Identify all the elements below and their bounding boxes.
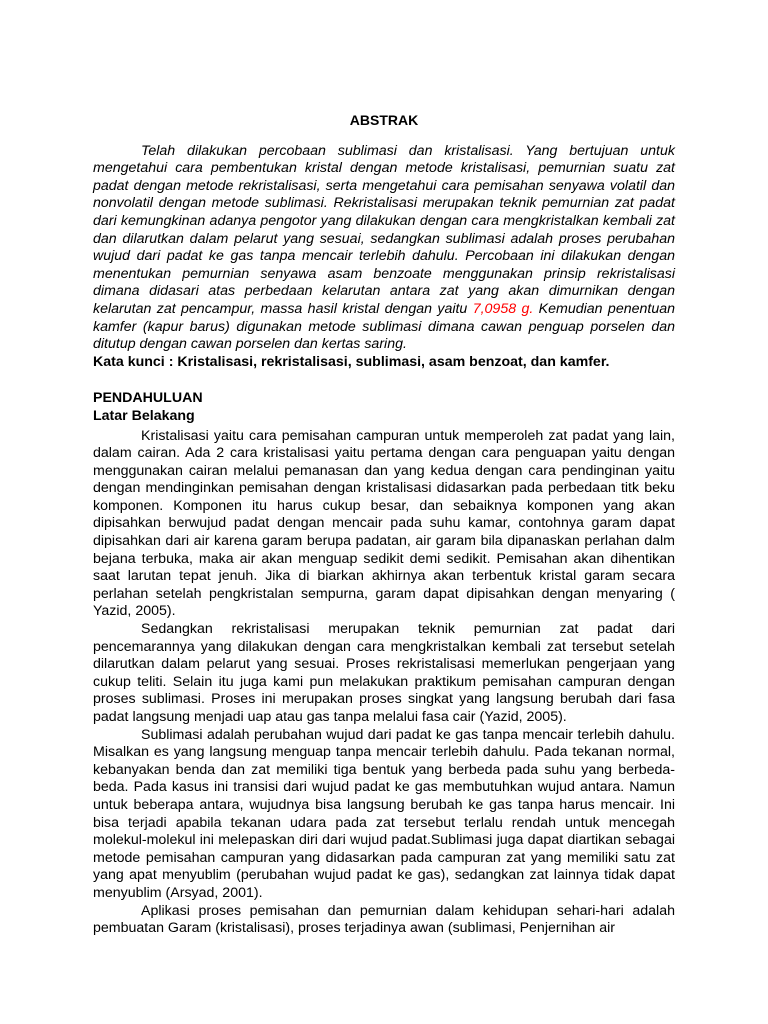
intro-paragraph-3: Sublimasi adalah perubahan wujud dari padat ke gas tanpa mencair terlebih dahulu. Misalkan es yang langsung menguap tanpa mencair terlebih dahulu. Pada tekanan normal, kebanyakan benda dan zat memiliki tiga bentuk yang berbeda pada suhu yang berbeda-beda. Pada kasus ini transisi dari wujud padat ke gas membutuhkan wujud antara. Namun untuk beberapa antara, wujudnya bisa langsung berubah ke gas tanpa harus mencair. Ini bisa terjadi apabila tekanan udara pada zat tersebut terlalu rendah untuk mencegah molekul-molekul ini melepaskan diri dari wujud padat.Sublimasi juga dapat diartikan sebagai metode pemisahan campuran yang didasarkan pada campuran zat yang memiliki satu zat yang apat menyublim (perubahan wujud padat ke gas), sedangkan zat lainnya tidak dapat menyublim (Arsyad, 2001).	[93, 726, 675, 901]
section-spacer	[93, 371, 675, 390]
abstract-keywords: Kata kunci : Kristalisasi, rekristalisasi, sublimasi, asam benzoat, dan kamfer.	[93, 353, 610, 370]
document-content	[93, 112, 675, 938]
abstract-text-start: Telah dilakukan percobaan sublimasi dan kristalisasi. Yang bertujuan untuk mengetahui cara pembentukan kristal dengan metode kristalisasi, pemurnian suatu zat padat dengan metode rekristalisasi, serta mengetahui cara pemisahan senyawa volatil dan nonvolatil dengan metode sublimasi. Rekristalisasi merupakan teknik pemurnian zat padat dari kemungkinan adanya pengotor yang dilakukan dengan cara mengkristalkan kembali zat dan dilarutkan dalam pelarut yang sesuai, sedangkan sublimasi adalah proses perubahan wujud dari padat ke gas tanpa mencair terlebih dahulu. Percobaan ini dilakukan dengan menentukan pemurnian senyawa asam benzoate menggunakan prinsip rekristalisasi dimana didasari atas perbedaan kelarutan antara zat yang akan dimurnikan dengan kelarutan zat pencampur, massa hasil kristal dengan yaitu	[93, 142, 675, 317]
abstract-mass-value: 7,0958 g.	[472, 300, 534, 317]
intro-paragraph-1: Kristalisasi yaitu cara pemisahan campuran untuk memperoleh zat padat yang lain, dalam cairan. Ada 2 cara kristalisasi yaitu pertama dengan cara penguapan yaitu dengan menggunakan cairan melalui pemanasan dan yang kedua dengan cara pendinginan yaitu dengan mendinginkan pemisahan dengan kristalisasi didasarkan pada perbedaan titk beku komponen. Komponen itu harus cukup besar, dan sebaiknya komponen yang akan dipisahkan berwujud padat dengan mencair pada suhu kamar, contohnya garam dapat dipisahkan dari air karena garam berupa padatan, air garam bila dipanaskan perlahan dalm bejana terbuka, maka air akan menguap sedikit demi sedikit. Pemisahan akan dihentikan saat larutan tepat jenuh. Jika di biarkan akhirnya akan terbentuk kristal garam secara perlahan setelah pengkristalan sempurna, garam dapat dipisahkan dengan menyaring ( Yazid, 2005).	[93, 427, 675, 620]
intro-paragraph-4: Aplikasi proses pemisahan dan pemurnian dalam kehidupan sehari-hari adalah pembuatan Garam (kristalisasi), proses terjadinya awan (sublimasi, Penjernihan air	[93, 902, 675, 937]
abstract-paragraph	[93, 143, 675, 354]
background-subheading: Latar Belakang	[93, 407, 195, 424]
intro-paragraph-2: Sedangkan rekristalisasi merupakan teknik pemurnian zat padat dari pencemarannya yang dilakukan dengan cara mengkristalkan kembali zat tersebut setelah dilarutkan dalam pelarut yang sesuai. Proses rekristalisasi memerlukan pengerjaan yang cukup teliti. Selain itu juga kami pun melakukan praktikum pemisahan campuran dengan proses sublimasi. Proses ini merupakan proses singkat yang langsung berubah dari fasa padat langsung menjadi uap atau gas tanpa melalui fasa cair (Yazid, 2005).	[93, 621, 675, 725]
abstract-text-end: Kemudian penentuan kamfer (kapur barus) digunakan metode sublimasi dimana cawan penguap porselen dan ditutup dengan cawan porselen dan kertas saring.	[93, 300, 675, 353]
abstract-title: ABSTRAK	[349, 112, 419, 128]
introduction-heading: PENDAHULUAN	[93, 390, 203, 407]
